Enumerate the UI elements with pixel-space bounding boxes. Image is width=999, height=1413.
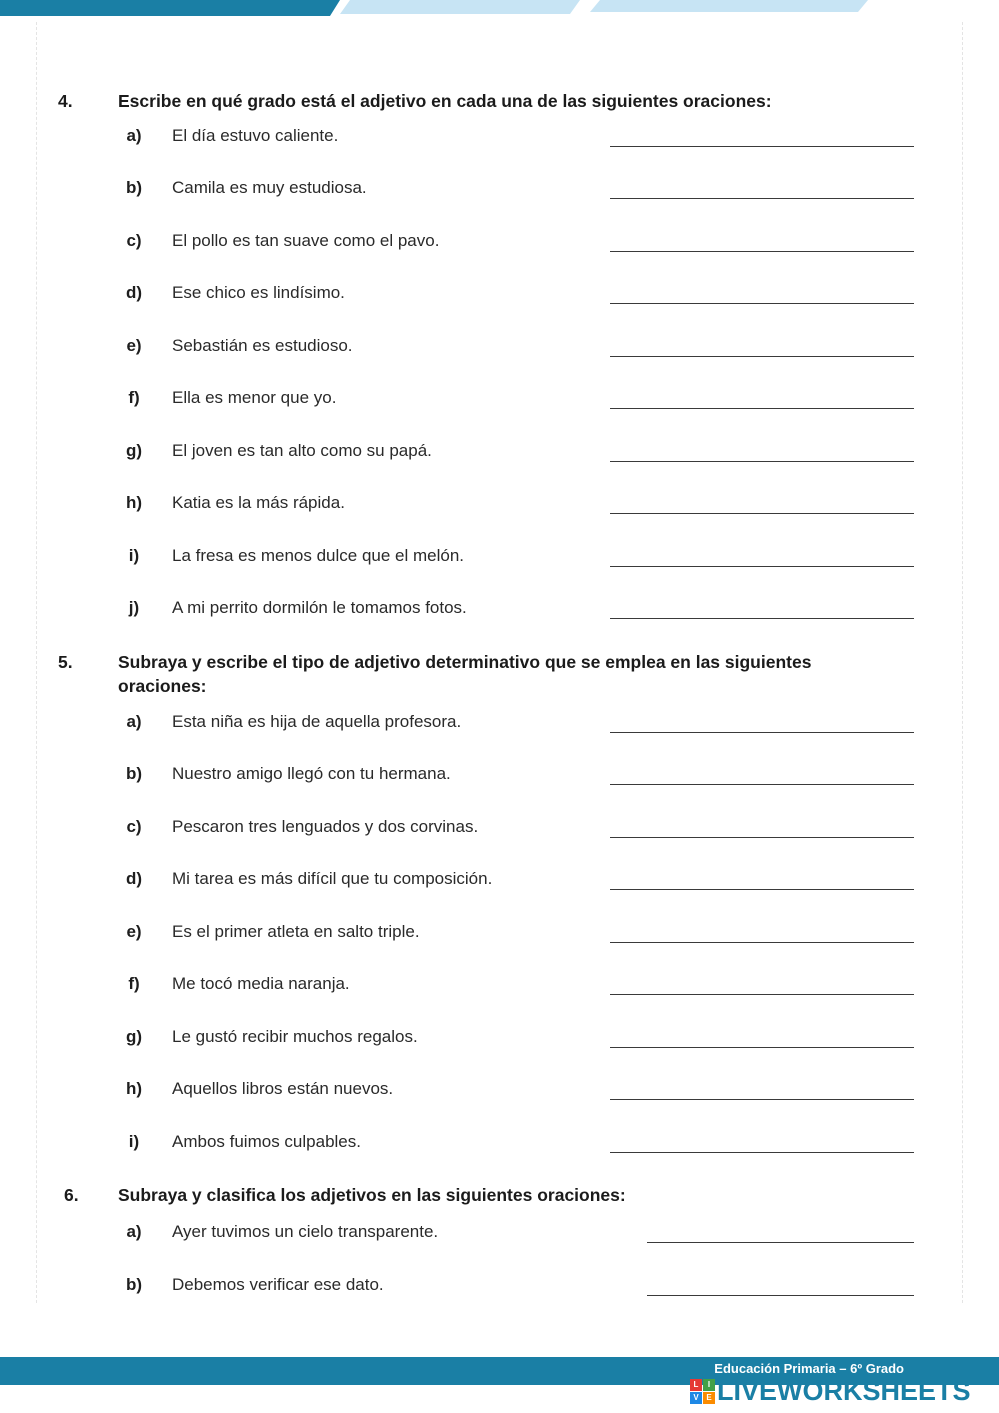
list-item [0,1077,999,1107]
answer-line[interactable] [610,491,914,514]
item-sentence: Ambos fuimos culpables. [172,1132,361,1151]
item-sentence: Debemos verificar ese dato. [172,1275,384,1294]
item-sentence: El joven es tan alto como su papá. [172,441,432,460]
answer-line[interactable] [610,710,914,733]
item-sentence: El pollo es tan suave como el pavo. [172,231,440,250]
answer-line[interactable] [610,334,914,357]
answer-line[interactable] [610,1025,914,1048]
item-letter: d) [125,869,143,888]
answer-line[interactable] [610,124,914,147]
item-letter: a) [126,126,142,145]
answer-line[interactable] [647,1273,914,1296]
item-letter: e) [126,336,142,355]
question-title: Subraya y clasifica los adjetivos en las siguientes oraciones: [118,1185,626,1205]
item-sentence: Katia es la más rápida. [172,493,345,512]
page-guide-left [36,22,37,1303]
list-item [0,762,999,792]
item-sentence: Aquellos libros están nuevos. [172,1079,394,1098]
page-guide-right [962,22,963,1303]
item-letter: f) [128,388,140,407]
item-sentence: Es el primer atleta en salto triple. [172,922,420,941]
answer-line[interactable] [610,544,914,567]
item-sentence: Camila es muy estudiosa. [172,178,367,197]
list-item [0,544,999,574]
top-banner-dark-stripe [0,0,340,16]
item-sentence: Sebastián es estudioso. [172,336,353,355]
list-item [0,815,999,845]
item-letter: d) [125,283,143,302]
brand-wordmark: LIVEWORKSHEETS [717,1375,971,1406]
list-item [0,920,999,950]
answer-line[interactable] [610,439,914,462]
list-item [0,491,999,521]
item-letter: c) [126,231,142,250]
item-letter: b) [125,1275,143,1294]
list-item [0,281,999,311]
item-letter: c) [126,817,142,836]
item-letter: h) [125,493,143,512]
question-number: 4. [58,91,73,111]
question-number: 6. [64,1185,79,1205]
item-letter: f) [128,974,140,993]
answer-line[interactable] [610,281,914,304]
list-item [0,386,999,416]
logo-block: L [690,1379,702,1391]
item-sentence: Esta niña es hija de aquella profesora. [172,712,462,731]
list-item [0,867,999,897]
answer-line[interactable] [610,1077,914,1100]
item-sentence: Le gustó recibir muchos regalos. [172,1027,418,1046]
item-letter: b) [125,178,143,197]
item-letter: a) [126,1222,142,1241]
list-item [0,439,999,469]
item-letter: i) [128,1132,140,1151]
list-item [0,710,999,740]
list-item [0,176,999,206]
answer-line[interactable] [610,596,914,619]
question-title-line-1: Subraya y escribe el tipo de adjetivo determinativo que se emplea en las siguientes [118,652,812,672]
question-title-line-2: oraciones: [118,676,207,696]
item-letter: j) [128,598,140,617]
logo-block: I [703,1379,715,1391]
item-sentence: Nuestro amigo llegó con tu hermana. [172,764,451,783]
item-sentence: Pescaron tres lenguados y dos corvinas. [172,817,479,836]
top-banner-light-stripe-2 [590,0,868,12]
list-item [0,1273,999,1303]
item-letter: i) [128,546,140,565]
answer-line[interactable] [647,1220,914,1243]
item-letter: g) [125,441,143,460]
answer-line[interactable] [610,176,914,199]
question-number: 5. [58,652,73,672]
item-sentence: Ayer tuvimos un cielo transparente. [172,1222,439,1241]
item-sentence: La fresa es menos dulce que el melón. [172,546,465,565]
list-item [0,334,999,364]
answer-line[interactable] [610,1130,914,1153]
grade-label: Educación Primaria – 6º Grado [714,1361,904,1376]
list-item [0,596,999,626]
list-item [0,124,999,154]
item-sentence: A mi perrito dormilón le tomamos fotos. [172,598,467,617]
question-title: Escribe en qué grado está el adjetivo en cada una de las siguientes oraciones: [118,91,772,111]
answer-line[interactable] [610,229,914,252]
list-item [0,1220,999,1250]
item-sentence: Mi tarea es más difícil que tu composición. [172,869,493,888]
logo-block: E [703,1392,715,1404]
item-sentence: Ella es menor que yo. [172,388,337,407]
item-sentence: Me tocó media naranja. [172,974,350,993]
top-banner-light-stripe-1 [340,0,580,14]
answer-line[interactable] [610,762,914,785]
item-sentence: El día estuvo caliente. [172,126,339,145]
top-banner [0,0,999,16]
list-item [0,1025,999,1055]
answer-line[interactable] [610,815,914,838]
item-letter: g) [125,1027,143,1046]
answer-line[interactable] [610,867,914,890]
item-sentence: Ese chico es lindísimo. [172,283,345,302]
item-letter: a) [126,712,142,731]
answer-line[interactable] [610,972,914,995]
item-letter: b) [125,764,143,783]
logo-block: V [690,1392,702,1404]
item-letter: h) [125,1079,143,1098]
answer-line[interactable] [610,920,914,943]
item-letter: e) [126,922,142,941]
answer-line[interactable] [610,386,914,409]
liveworksheets-logo[interactable] [690,1375,971,1407]
list-item [0,1130,999,1160]
list-item [0,972,999,1002]
logo-blocks-icon [690,1379,715,1404]
list-item [0,229,999,259]
